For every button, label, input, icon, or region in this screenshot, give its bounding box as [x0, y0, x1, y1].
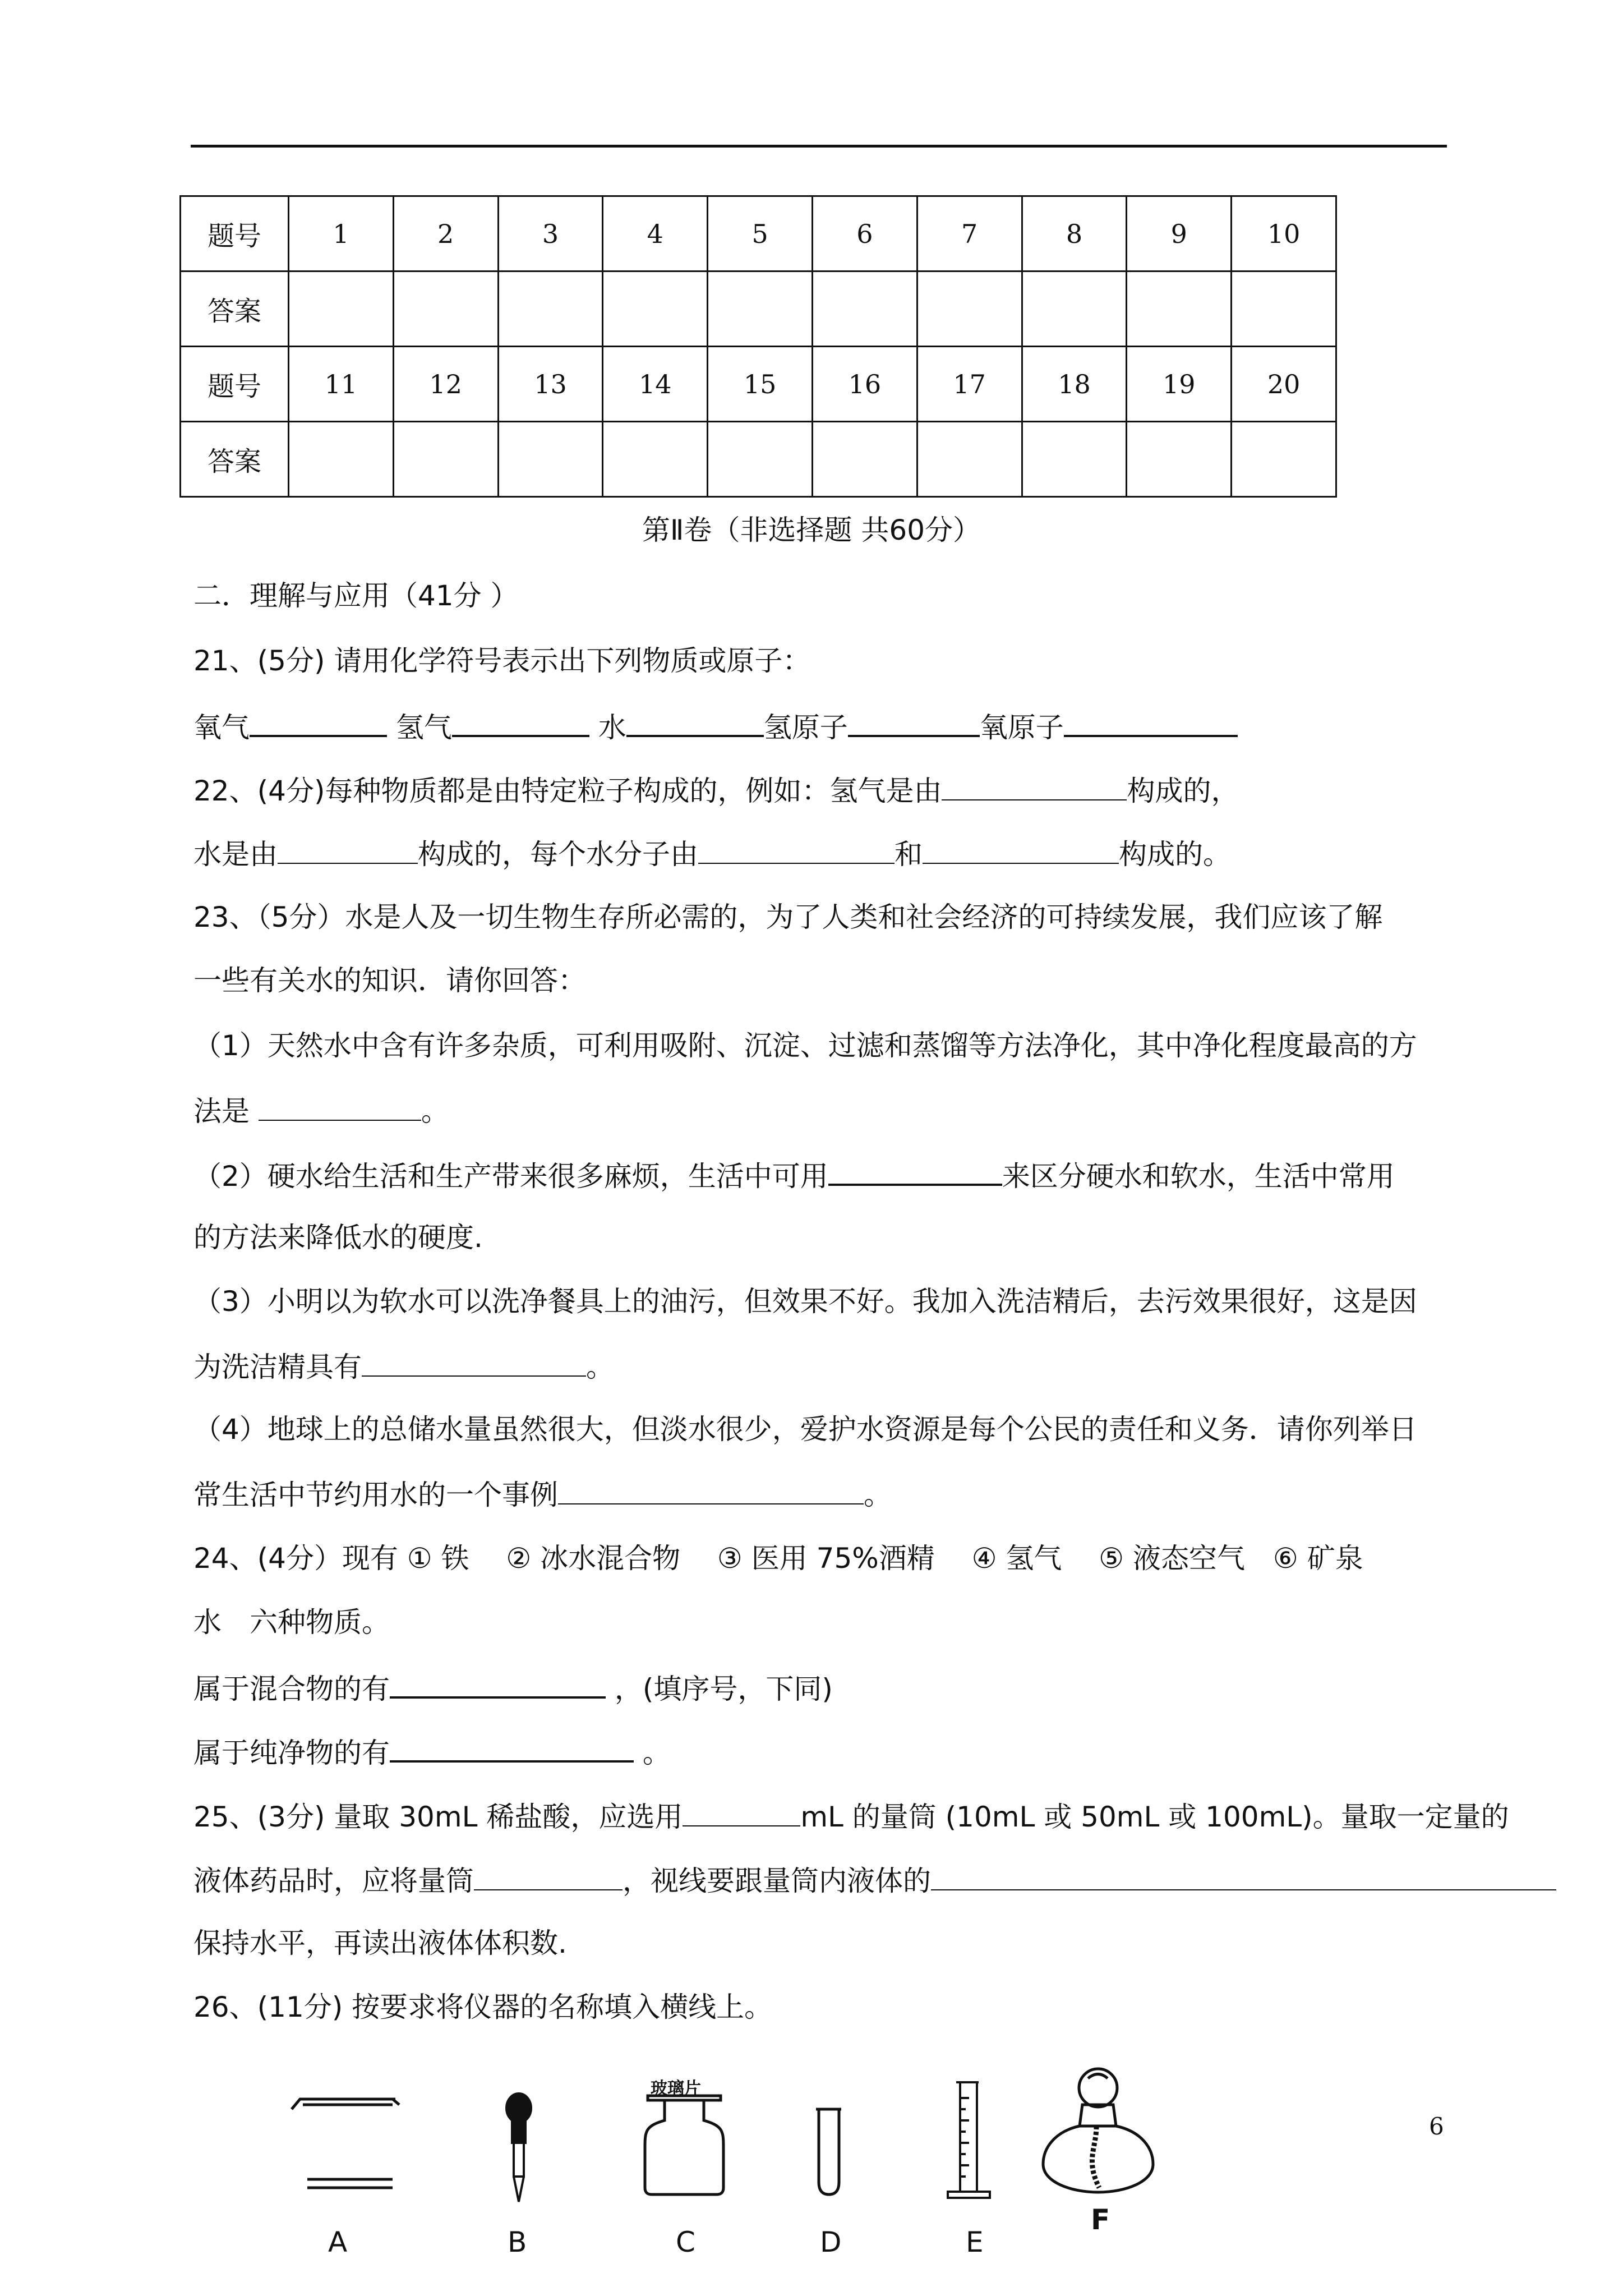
answer-cell[interactable]: [289, 422, 394, 497]
number-cell: 5: [708, 196, 813, 272]
number-cell: 2: [393, 196, 498, 272]
figure-label-e: E: [966, 2226, 984, 2258]
q23-text: （2）硬水给生活和生产带来很多麻烦，生活中可用: [193, 1160, 828, 1193]
answer-blank[interactable]: [1064, 708, 1238, 737]
q25-line3: 保持水平，再读出液体体积数.: [193, 1927, 567, 1959]
answer-label-cell: 答案: [181, 422, 289, 497]
answer-cell[interactable]: [1127, 272, 1232, 347]
answer-blank[interactable]: [848, 708, 980, 737]
q22-text: 水是由: [193, 838, 278, 871]
q23-text: 来区分硬水和软水，生活中常用: [1002, 1160, 1395, 1193]
dropper-icon: [506, 2093, 531, 2202]
answer-blank[interactable]: [931, 1862, 1556, 1890]
q21-item-water: 水: [598, 711, 626, 744]
beaker-icon: [292, 2099, 399, 2188]
top-rule: [191, 145, 1447, 148]
answer-blank[interactable]: [452, 708, 589, 737]
q22-text: 构成的，每个水分子由: [418, 838, 698, 871]
answer-blank[interactable]: [698, 836, 895, 864]
number-cell: 10: [1232, 196, 1336, 272]
q23-text: 。: [421, 1095, 449, 1128]
q23-p3-line2: [193, 1349, 614, 1384]
q24-text: 属于纯净物的有: [193, 1737, 390, 1769]
number-cell: 18: [1022, 347, 1127, 422]
answer-cell[interactable]: [393, 272, 498, 347]
answer-cell[interactable]: [708, 272, 813, 347]
answer-cell[interactable]: [1127, 422, 1232, 497]
number-cell: 15: [708, 347, 813, 422]
answer-cell[interactable]: [393, 422, 498, 497]
number-cell: 11: [289, 347, 394, 422]
q22-text: 构成的，: [1127, 775, 1239, 807]
q26-stem: 26、(11分) 按要求将仪器的名称填入横线上。: [193, 1991, 773, 2023]
number-cell: 8: [1022, 196, 1127, 272]
answer-blank[interactable]: [278, 836, 418, 864]
q23-p2-line2: 的方法来降低水的硬度.: [193, 1221, 483, 1254]
q23-text: 。: [864, 1479, 892, 1511]
figure-label-b: B: [508, 2226, 527, 2258]
answer-cell[interactable]: [1022, 422, 1127, 497]
graduated-cylinder-icon: [948, 2082, 990, 2198]
number-cell: 12: [393, 347, 498, 422]
q24-line1: 24、(4分）现有 ① 铁 ② 冰水混合物 ③ 医用 75%酒精 ④ 氢气 ⑤ 液态空气 ⑥ 矿泉: [193, 1542, 1363, 1575]
answer-blank[interactable]: [259, 1093, 421, 1121]
number-cell: 6: [812, 196, 917, 272]
q25-line1: [193, 1798, 1509, 1834]
q21-stem: 21、(5分) 请用化学符号表示出下列物质或原子：: [193, 645, 811, 677]
q21-item-hydrogen-atom: 氢原子: [763, 711, 848, 744]
q23-p2-line1: [193, 1157, 1395, 1193]
answer-cell[interactable]: [708, 422, 813, 497]
q23-p4-line2: [193, 1476, 892, 1512]
section-title: 第Ⅱ卷（非选择题 共60分）: [642, 514, 981, 546]
q23-text: 为洗洁精具有: [193, 1351, 362, 1383]
answer-cell[interactable]: [603, 272, 708, 347]
q24-line2: 水 六种物质。: [193, 1606, 390, 1639]
answer-cell[interactable]: [917, 272, 1022, 347]
answer-blank[interactable]: [923, 836, 1119, 864]
q23-line1: 23、（5分）水是人及一切生物生存所必需的，为了人类和社会经济的可持续发展，我们应该了解: [193, 901, 1383, 933]
answer-blank[interactable]: [828, 1157, 1002, 1186]
answer-blank[interactable]: [626, 708, 764, 737]
answer-blank[interactable]: [390, 1669, 606, 1699]
number-cell: 14: [603, 347, 708, 422]
q21-answers: [193, 708, 1238, 744]
answer-cell[interactable]: [498, 422, 603, 497]
number-cell: 3: [498, 196, 603, 272]
q21-item-oxygen-atom: 氧原子: [979, 711, 1064, 744]
test-tube-icon: [816, 2109, 841, 2194]
q24-text: ，(填序号，下同): [606, 1673, 833, 1705]
q23-text: 。: [586, 1351, 614, 1383]
page-number: 6: [1429, 2113, 1444, 2140]
figure-label-c: C: [676, 2226, 695, 2258]
gas-bottle-icon: [645, 2096, 723, 2194]
q22-text: 和: [895, 838, 923, 871]
q25-line2: [193, 1862, 1556, 1898]
answer-cell[interactable]: [1232, 422, 1336, 497]
q23-p1-line2: [193, 1093, 449, 1128]
number-cell: 7: [917, 196, 1022, 272]
q24-pure: [193, 1733, 671, 1770]
number-cell: 16: [812, 347, 917, 422]
answer-blank[interactable]: [250, 708, 387, 737]
table-row-answers-2: [181, 422, 1336, 497]
number-cell: 9: [1127, 196, 1232, 272]
table-row-numbers-1: [181, 196, 1336, 272]
q23-p3-line1: （3）小明以为软水可以洗净餐具上的油污，但效果不好。我加入洗洁精后，去污效果很好，这是因: [193, 1285, 1417, 1318]
q23-text: 常生活中节约用水的一个事例: [193, 1479, 558, 1511]
number-cell: 19: [1127, 347, 1232, 422]
q23-line2: 一些有关水的知识．请你回答：: [193, 964, 586, 997]
answer-cell[interactable]: [498, 272, 603, 347]
number-cell: 13: [498, 347, 603, 422]
answer-cell[interactable]: [1232, 272, 1336, 347]
answer-blank[interactable]: [558, 1476, 864, 1504]
q24-text: 属于混合物的有: [193, 1673, 390, 1705]
number-cell: 4: [603, 196, 708, 272]
q23-p1-line1: （1）天然水中含有许多杂质，可利用吸附、沉淀、过滤和蒸馏等方法净化，其中净化程度最高的方: [193, 1029, 1417, 1062]
answer-blank[interactable]: [474, 1862, 623, 1890]
figure-label-f: F: [1091, 2203, 1110, 2236]
answer-blank[interactable]: [683, 1798, 800, 1826]
table-row-answers-1: [181, 272, 1336, 347]
q22-line2: [193, 836, 1231, 871]
number-cell: 17: [917, 347, 1022, 422]
q22-line1: [193, 772, 1239, 808]
q23-text: 法是: [193, 1095, 259, 1128]
part2-heading: 二．理解与应用（41分 ）: [193, 579, 519, 612]
table-row-numbers-2: [181, 347, 1336, 422]
header-cell: 题号: [181, 347, 289, 422]
q25-text: 液体药品时，应将量筒: [193, 1865, 474, 1897]
answer-table: [179, 195, 1337, 498]
q25-text: 25、(3分) 量取 30mL 稀盐酸，应选用: [193, 1801, 683, 1833]
answer-blank[interactable]: [390, 1733, 634, 1763]
q22-text: 22、(4分)每种物质都是由特定粒子构成的，例如：氢气是由: [193, 775, 942, 807]
answer-cell[interactable]: [289, 272, 394, 347]
answer-label-cell: 答案: [181, 272, 289, 347]
answer-cell[interactable]: [603, 422, 708, 497]
answer-cell[interactable]: [812, 422, 917, 497]
q23-p4-line1: （4）地球上的总储水量虽然很大，但淡水很少，爱护水资源是每个公民的责任和义务．请你列举日: [193, 1413, 1417, 1446]
q22-text: 构成的。: [1119, 838, 1231, 871]
glass-plate-label: 玻璃片: [651, 2079, 701, 2099]
number-cell: 1: [289, 196, 394, 272]
answer-cell[interactable]: [1022, 272, 1127, 347]
answer-cell[interactable]: [812, 272, 917, 347]
figure-label-d: D: [820, 2226, 842, 2258]
answer-blank[interactable]: [942, 772, 1127, 800]
q24-mixture: [193, 1669, 833, 1706]
q25-text: mL 的量筒 (10mL 或 50mL 或 100mL)。量取一定量的: [800, 1801, 1509, 1833]
alcohol-lamp-icon: [1043, 2069, 1153, 2192]
figure-label-a: A: [328, 2226, 348, 2258]
q21-item-oxygen: 氧气: [193, 711, 250, 744]
q25-text: ，视线要跟量筒内液体的: [623, 1865, 931, 1897]
number-cell: 20: [1232, 347, 1336, 422]
answer-cell[interactable]: [917, 422, 1022, 497]
q24-text: 。: [634, 1737, 671, 1769]
header-cell: 题号: [181, 196, 289, 272]
q21-item-hydrogen: 氢气: [395, 711, 452, 744]
answer-blank[interactable]: [362, 1349, 586, 1377]
